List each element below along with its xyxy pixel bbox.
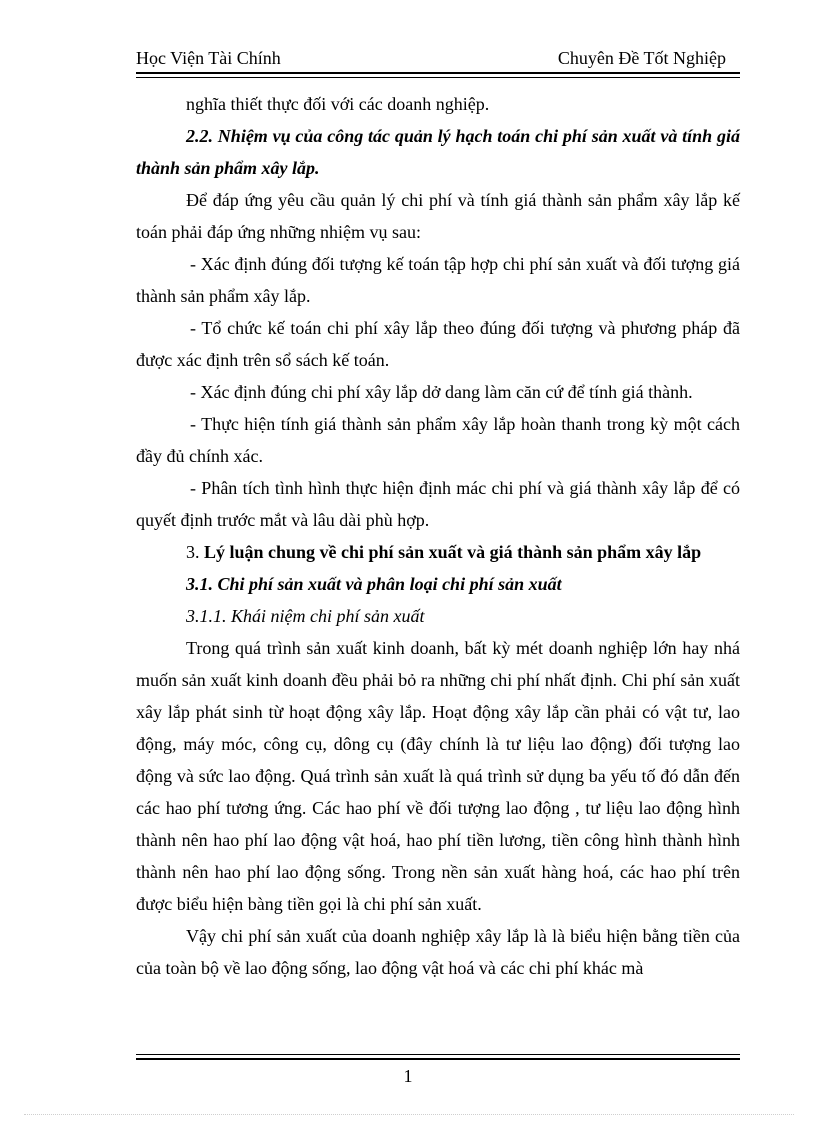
paragraph-conclusion: Vậy chi phí sản xuất của doanh nghiệp xây lắp là là biểu hiện bằng tiền của của toàn bộ về lao động sống, lao động vật hoá và các chi phí khác mà <box>136 926 740 978</box>
section-heading-3 <box>136 536 740 568</box>
task-item-1: - Xác định đúng đối tượng kế toán tập hợp chi phí sản xuất và đối tượng giá thành sản phẩm xây lắp. <box>136 254 740 306</box>
header-rule-thin <box>136 77 740 78</box>
section-heading-3-text: Lý luận chung về chi phí sản xuất và giá thành sản phẩm xây lắp <box>204 542 702 562</box>
footer-rule <box>136 1058 740 1060</box>
section-heading-3-1: 3.1. Chi phí sản xuất và phân loại chi phí sản xuất <box>186 574 562 594</box>
paragraph-continuation: nghĩa thiết thực đối với các doanh nghiệp. <box>186 94 490 114</box>
paragraph-tasks-intro: Để đáp ứng yêu cầu quản lý chi phí và tính giá thành sản phẩm xây lắp kế toán phải đáp ứng những nhiệm vụ sau: <box>136 190 740 242</box>
task-item-2: - Tổ chức kế toán chi phí xây lắp theo đúng đối tượng và phương pháp đã được xác định trên sổ sách kế toán. <box>136 318 740 370</box>
paragraph-definition: Trong quá trình sản xuất kinh doanh, bất kỳ mét doanh nghiệp lớn hay nhá muốn sản xuất kinh doanh đều phải bỏ ra những chi phí nhất định. Chi phí sản xuất xây lắp phát sinh từ hoạt động xây lắp. Hoạt động xây lắp cần phải có vật tư, lao động, máy móc, công cụ, dông cụ (đây chính là tư liệu lao động) đối tượng lao động và sức lao động. Quá trình sản xuất là quá trình sử dụng ba yếu tố đó dẫn đến các hao phí tương ứng. Các hao phí về đối tượng lao động , tư liệu lao động hình thành nên hao phí lao động vật hoá, hao phí tiền lương, tiền công hình thành hình thành nên hao phí lao động sống. Trong nền sản xuất hàng hoá, các hao phí trên được biểu hiện bàng tiền gọi là chi phí sản xuất. <box>136 638 740 914</box>
document-body <box>136 88 740 984</box>
section-heading-3-number: 3. <box>186 542 204 562</box>
section-heading-2-2: 2.2. Nhiệm vụ của công tác quản lý hạch toán chi phí sản xuất và tính giá thành sản phẩm xây lắp. <box>136 126 740 178</box>
header-institution: Học Viện Tài Chính <box>136 48 281 68</box>
task-item-5: - Phân tích tình hình thực hiện định mác chi phí và giá thành xây lắp để có quyết định trước mắt và lâu dài phù hợp. <box>136 478 740 530</box>
section-heading-3-1-1: 3.1.1. Khái niệm chi phí sản xuất <box>186 606 425 626</box>
page-edge <box>24 1114 794 1115</box>
header-rule <box>136 72 740 74</box>
task-item-3: - Xác định đúng chi phí xây lắp dở dang làm căn cứ để tính giá thành. <box>190 382 693 402</box>
footer-rule-thin <box>136 1054 740 1055</box>
task-item-4: - Thực hiện tính giá thành sản phẩm xây lắp hoàn thanh trong kỳ một cách đầy đủ chính xác. <box>136 414 740 466</box>
page-number: 1 <box>403 1066 413 1086</box>
header-document-type: Chuyên Đề Tốt Nghiệp <box>557 48 726 68</box>
